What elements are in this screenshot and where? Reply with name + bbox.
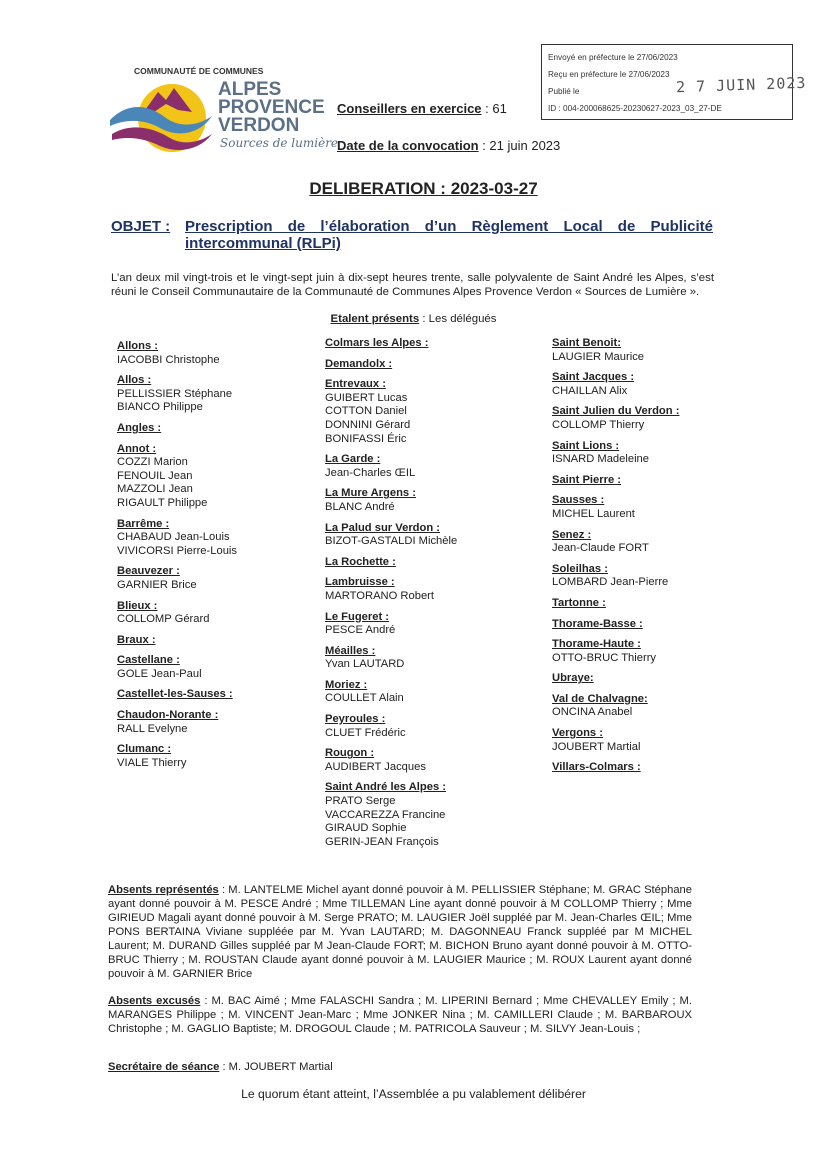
delegate-name: FENOUIL Jean — [117, 469, 193, 482]
commune-block — [552, 727, 752, 754]
commune-block — [552, 529, 752, 556]
communes-column-1 — [117, 340, 307, 777]
delegate-name: BONIFASSI Éric — [325, 432, 407, 445]
commune-block — [325, 522, 535, 549]
absents-representes — [108, 883, 692, 981]
commune-block — [117, 422, 307, 436]
commune-block — [325, 556, 535, 570]
commune-name: Castellet-les-Sauses : — [117, 688, 233, 701]
logo-top-text: COMMUNAUTÉ DE COMMUNES — [134, 66, 264, 76]
logo-word-provence: PROVENCE — [218, 97, 325, 118]
conseillers-value: : 61 — [481, 101, 507, 116]
commune-name: Braux : — [117, 633, 156, 646]
delegate-name: ISNARD Madeleine — [552, 453, 650, 466]
commune-block — [325, 378, 535, 446]
commune-name: Ubraye: — [552, 672, 594, 685]
commune-name: Le Fugeret : — [325, 610, 390, 623]
conseillers-label: Conseillers en exercice — [337, 101, 482, 116]
commune-name: Peyroules : — [325, 713, 386, 726]
objet-text: Prescription de l’élaboration d’un Règlement Local de Publicité intercommunal (RLPi) — [185, 218, 713, 252]
delegate-name: OTTO-BRUC Thierry — [552, 651, 657, 664]
commune-name: La Palud sur Verdon : — [325, 521, 441, 534]
delegate-name: VIVICORSI Pierre-Louis — [117, 544, 237, 557]
stamp-received: Reçu en préfecture le 27/06/2023 — [548, 70, 670, 79]
delegate-name: MICHEL Laurent — [552, 507, 635, 520]
commune-block — [325, 611, 535, 638]
delegate-name: CHABAUD Jean-Louis — [117, 531, 230, 544]
convocation-label: Date de la convocation — [337, 138, 479, 153]
commune-name: Moriez : — [325, 678, 368, 691]
secretaire-text: : M. JOUBERT Martial — [219, 1061, 333, 1073]
delegate-name: COULLET Alain — [325, 692, 404, 705]
delegate-name: ONCINA Anabel — [552, 706, 633, 719]
commune-name: Thorame-Basse : — [552, 617, 643, 630]
commune-name: Lambruisse : — [325, 576, 395, 589]
absents-representes-text: : M. LANTELME Michel ayant donné pouvoir à M. PELLISSIER Stéphane; M. GRAC Stéphane ayant donné pouvoir à M. PESCE André ; Mme TILLEMAN Line ayant donné pouvoir à M COLLOMP Thierry ; Mme GIRIEUD Magali ayant donné pouvoir à M. Serge PRATO; M. LAUGIER Joël suppléé par M. Jean-Charles ŒIL; Mme PONS BERTAINA Viviane suppléée par M. Yvan LAUTARD; M. DAGONNEAU Franck suppléé par M MICHEL Laurent; M. DURAND Gilles suppléé par M Jean-Claude FORT; M. BICHON Bruno ayant donné pouvoir à M. OTTO-BRUC Thierry ; M. ROUSTAN Claude ayant donné pouvoir à M. LAUGIER Maurice ; M. ROUX Laurent ayant donné pouvoir à M. GARNIER Brice — [108, 884, 692, 980]
commune-name: Senez : — [552, 528, 592, 541]
convocation-value: : 21 juin 2023 — [478, 138, 561, 153]
delegate-name: COLLOMP Thierry — [552, 418, 645, 431]
commune-name: Soleilhas : — [552, 562, 608, 575]
commune-block — [117, 654, 307, 681]
commune-block — [325, 487, 535, 514]
commune-name: Saint Julien du Verdon : — [552, 405, 680, 418]
commune-name: La Rochette : — [325, 555, 396, 568]
stamp-id: ID : 004-200068625-20230627-2023_03_27-DE — [548, 104, 722, 113]
absents-excuses-text: : M. BAC Aimé ; Mme FALASCHI Sandra ; M. LIPERINI Bernard ; Mme CHEVALLEY Emily ; M. MARANGES Philippe ; M. VINCENT Jean-Marc ; Mme JONKER Nina ; M. CAMILLERI Claude ; M. BARBAROUX Christophe ; M. GAGLIO Baptiste; M. DROGOUL Claude ; M. PATRICOLA Sauveur ; M. SILVY Jean-Louis ; — [108, 995, 692, 1035]
commune-block — [325, 645, 535, 672]
commune-block — [552, 761, 752, 775]
commune-name: Colmars les Alpes : — [325, 337, 429, 349]
commune-name: Méailles : — [325, 644, 376, 657]
commune-name: Entrevaux : — [325, 378, 386, 391]
commune-block — [552, 494, 752, 521]
intro-paragraph: L’an deux mil vingt-trois et le vingt-sept juin à dix-sept heures trente, salle polyvalente de Saint André les Alpes, s’est réuni le Conseil Communautaire de la Communauté de Communes Alpes Provence Verdon « Sources de Lumière ». — [111, 272, 714, 298]
delegate-name: CHAILLAN Alix — [552, 384, 628, 397]
commune-block — [552, 618, 752, 632]
conseillers-line — [337, 101, 507, 116]
delegate-name: BLANC André — [325, 500, 395, 513]
commune-name: Allos : — [117, 374, 152, 387]
delegate-name: RALL Evelyne — [117, 722, 188, 735]
commune-name: Saint André les Alpes : — [325, 781, 447, 794]
delegate-name: PELLISSIER Stéphane — [117, 387, 233, 400]
delegate-name: PESCE André — [325, 624, 396, 637]
absents-representes-label: Absents représentés — [108, 884, 219, 896]
delegate-name: VACCAREZZA Francine — [325, 808, 446, 821]
commune-block — [552, 597, 752, 611]
delegate-name: AUDIBERT Jacques — [325, 760, 426, 773]
commune-block — [117, 340, 307, 367]
commune-name: Thorame-Haute : — [552, 638, 641, 651]
delegate-name: LOMBARD Jean-Pierre — [552, 576, 669, 589]
stamp-handwritten-date: 2 7 JUIN 2023 — [675, 73, 807, 97]
logo — [108, 64, 339, 156]
commune-block — [552, 638, 752, 665]
commune-block — [325, 576, 535, 603]
commune-name: Tartonne : — [552, 596, 606, 609]
absents-excuses — [108, 994, 692, 1036]
delegate-name: LAUGIER Maurice — [552, 350, 645, 363]
commune-name: La Garde : — [325, 453, 381, 466]
commune-block — [552, 693, 752, 720]
delegate-name: GERIN-JEAN François — [325, 835, 439, 848]
commune-name: Villars-Colmars : — [552, 761, 641, 774]
commune-block — [117, 600, 307, 627]
delegate-name: CLUET Frédéric — [325, 726, 406, 739]
commune-block — [552, 405, 752, 432]
prefecture-stamp — [541, 44, 807, 120]
commune-block — [552, 672, 752, 686]
delegate-name: Yvan LAUTARD — [325, 658, 405, 671]
delegate-name: COLLOMP Gérard — [117, 613, 210, 626]
commune-name: Demandolx : — [325, 357, 393, 370]
commune-block — [552, 474, 752, 488]
delegate-name: GIRAUD Sophie — [325, 822, 407, 835]
quorum-statement: Le quorum étant atteint, l’Assemblée a pu valablement délibérer — [241, 1087, 586, 1101]
commune-block — [552, 337, 752, 364]
commune-block — [325, 679, 535, 706]
present-label: Etalent présents — [330, 313, 420, 325]
delegate-name: BIANCO Philippe — [117, 401, 203, 414]
commune-name: Vergons : — [552, 727, 603, 740]
delegate-name: GUIBERT Lucas — [325, 391, 408, 404]
commune-block — [552, 371, 752, 398]
commune-name: Saint Benoit: — [552, 337, 621, 349]
commune-name: Sausses : — [552, 494, 605, 507]
stamp-sent: Envoyé en préfecture le 27/06/2023 — [548, 53, 678, 62]
commune-name: Barrême : — [117, 517, 170, 530]
commune-block — [117, 688, 307, 702]
page-title: DELIBERATION : 2023-03-27 — [309, 179, 538, 198]
commune-block — [325, 747, 535, 774]
logo-tagline: Sources de lumière — [220, 136, 339, 150]
delegate-name: IACOBBI Christophe — [117, 353, 220, 366]
delegate-name: Jean-Charles ŒIL — [325, 466, 416, 479]
commune-name: Saint Lions : — [552, 439, 620, 452]
commune-block — [325, 713, 535, 740]
delegate-name: GARNIER Brice — [117, 578, 197, 591]
communes-column-2 — [325, 337, 535, 856]
commune-block — [117, 374, 307, 415]
present-value: : Les délégués — [419, 313, 497, 325]
commune-name: Rougon : — [325, 747, 375, 760]
delegate-name: GOLE Jean-Paul — [117, 667, 202, 680]
delegate-name: VIALE Thierry — [117, 756, 187, 769]
commune-name: Allons : — [117, 340, 159, 352]
commune-name: Castellane : — [117, 654, 180, 667]
commune-name: Chaudon-Norante : — [117, 709, 219, 722]
communes-column-3 — [552, 337, 752, 782]
delegate-name: COZZI Marion — [117, 456, 188, 469]
delegate-name: RIGAULT Philippe — [117, 496, 208, 509]
commune-name: Beauvezer : — [117, 565, 180, 578]
convocation-line — [337, 138, 560, 153]
commune-block — [325, 781, 535, 849]
commune-block — [117, 518, 307, 559]
commune-block — [325, 337, 535, 351]
present-line — [0, 313, 827, 325]
secretaire-seance — [108, 1060, 692, 1074]
commune-name: Saint Pierre : — [552, 473, 622, 486]
commune-block — [117, 743, 307, 770]
commune-name: Clumanc : — [117, 743, 172, 756]
commune-block — [117, 443, 307, 511]
commune-name: La Mure Argens : — [325, 487, 416, 500]
delegate-name: MARTORANO Robert — [325, 589, 435, 602]
commune-block — [552, 440, 752, 467]
delegate-name: BIZOT-GASTALDI Michèle — [325, 535, 458, 548]
commune-block — [552, 563, 752, 590]
delegate-name: Jean-Claude FORT — [552, 542, 649, 555]
commune-block — [117, 709, 307, 736]
logo-word-verdon: VERDON — [218, 115, 300, 136]
objet-label: OBJET : — [111, 218, 171, 235]
absents-excuses-label: Absents excusés — [108, 995, 201, 1007]
commune-name: Blieux : — [117, 599, 158, 612]
commune-name: Val de Chalvagne: — [552, 692, 648, 705]
commune-block — [325, 453, 535, 480]
delegate-name: JOUBERT Martial — [552, 740, 641, 753]
delegate-name: PRATO Serge — [325, 795, 396, 808]
delegate-name: MAZZOLI Jean — [117, 483, 193, 496]
logo-emblem-icon — [108, 64, 218, 156]
commune-name: Angles : — [117, 421, 162, 434]
commune-block — [117, 565, 307, 592]
delegate-name: COTTON Daniel — [325, 405, 407, 418]
delegate-name: DONNINI Gérard — [325, 418, 411, 431]
stamp-published-label: Publié le — [548, 87, 580, 96]
commune-name: Saint Jacques : — [552, 371, 635, 384]
commune-block — [325, 358, 535, 372]
secretaire-label: Secrétaire de séance — [108, 1061, 220, 1073]
logo-word-alpes: ALPES — [218, 79, 282, 100]
commune-name: Annot : — [117, 442, 157, 455]
commune-block — [117, 634, 307, 648]
